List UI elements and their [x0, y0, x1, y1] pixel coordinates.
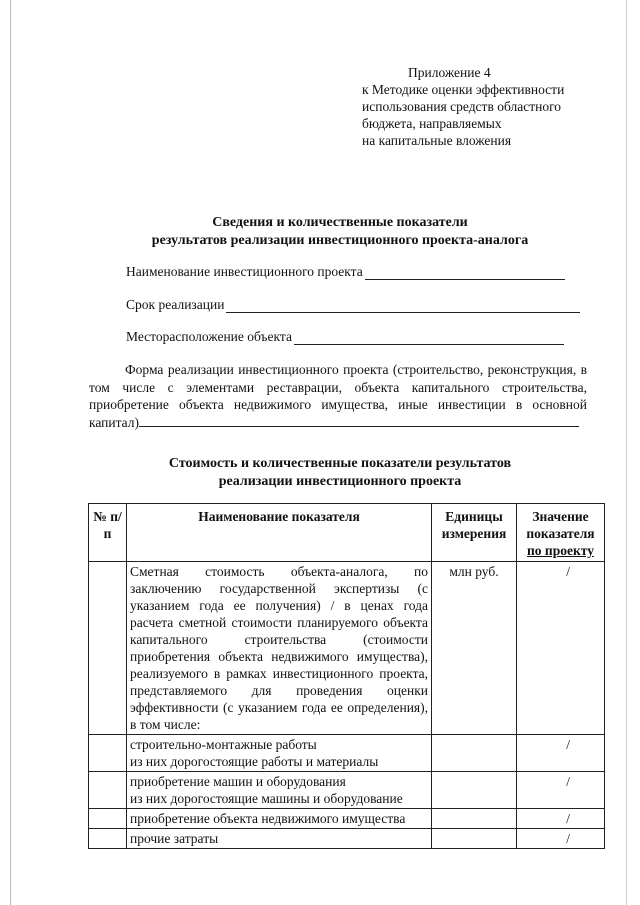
header-value-text: Значение показателя [526, 509, 595, 541]
form-of-implementation-paragraph [89, 361, 587, 431]
header-value [517, 504, 605, 562]
header-value-subtext: по проекту [527, 543, 594, 558]
cell-num [89, 809, 127, 829]
cell-value: / [517, 562, 605, 735]
cell-name: прочие затраты [127, 829, 432, 849]
section-title-analog [100, 214, 580, 250]
paragraph-text: Форма реализации инвестиционного проекта (строительство, реконструкция, в том числе с элементами реставрации, объекта капитального строительства, приобретение объекта недвижимого имущества, иные инвестиции в основной капитал) [89, 362, 587, 430]
title-line: реализации инвестиционного проекта [218, 474, 462, 489]
title-line: результатов реализации инвестиционного проекта-аналога [151, 233, 529, 248]
cell-name [127, 772, 432, 809]
cell-unit [432, 809, 517, 829]
cell-unit [432, 772, 517, 809]
cell-name-line: приобретение машин и оборудования [130, 774, 346, 789]
appendix-line: бюджета, направляемых [362, 116, 502, 131]
fill-line [365, 266, 565, 280]
appendix-line: на капитальные вложения [362, 133, 512, 148]
appendix-line: использования средств областного [362, 99, 562, 114]
section-title-cost [100, 455, 580, 491]
cell-unit [432, 735, 517, 772]
appendix-header [362, 64, 564, 149]
field-label: Наименование инвестиционного проекта [126, 264, 363, 279]
cell-num [89, 772, 127, 809]
scan-edge-left [10, 0, 11, 905]
title-line: Сведения и количественные показатели [212, 215, 468, 230]
table-header-row [89, 504, 605, 562]
field-label: Месторасположение объекта [126, 329, 292, 344]
fill-line [226, 299, 580, 313]
header-unit: Единицы измерения [432, 504, 517, 562]
table-row [89, 772, 605, 809]
table-row [89, 829, 605, 849]
cell-value: / [517, 809, 605, 829]
cell-name-line: строительно-монтажные работы [130, 737, 317, 752]
indicators-table [88, 503, 605, 849]
cell-unit: млн руб. [432, 562, 517, 735]
period-field [126, 295, 580, 313]
cell-num [89, 735, 127, 772]
cell-unit [432, 829, 517, 849]
cell-name: Сметная стоимость объекта-аналога, по заключению государственной экспертизы (с указанием года ее получения) / в ценах года расчета сметной стоимости планируемого объекта капитального строительства (стоимости приобретения объекта недвижимого имущества), реализуемого в рамках инвестиционного проекта, представляемого для проведения оценки эффективности (с указанием года ее определения), в том числе: [127, 562, 432, 735]
cell-name: приобретение объекта недвижимого имущества [127, 809, 432, 829]
table-row [89, 809, 605, 829]
title-line: Стоимость и количественные показатели результатов [168, 456, 512, 471]
cell-num [89, 829, 127, 849]
cell-num [89, 562, 127, 735]
cell-name [127, 735, 432, 772]
appendix-line: к Методике оценки эффективности [362, 82, 565, 97]
header-num: № п/п [89, 504, 127, 562]
project-name-field [126, 262, 565, 280]
scan-edge-right [626, 0, 627, 905]
field-label: Срок реализации [126, 297, 225, 312]
cell-name-line: из них дорогостоящие машины и оборудование [130, 791, 403, 806]
cell-value: / [517, 772, 605, 809]
header-name: Наименование показателя [127, 504, 432, 562]
cell-value: / [517, 735, 605, 772]
location-field [126, 327, 564, 345]
table-row [89, 735, 605, 772]
appendix-number: Приложение 4 [408, 65, 491, 80]
cell-name-line: из них дорогостоящие работы и материалы [130, 754, 379, 769]
fill-line [294, 331, 564, 345]
fill-line [139, 415, 579, 427]
cell-value: / [517, 829, 605, 849]
table-row [89, 562, 605, 735]
